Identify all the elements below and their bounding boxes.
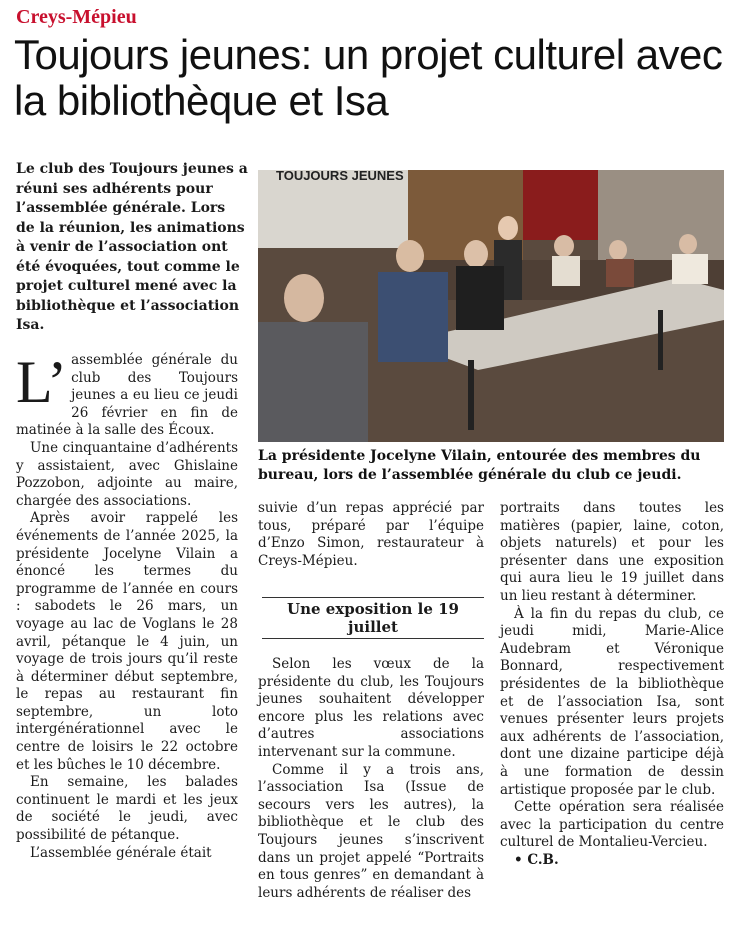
dropcap: L’ bbox=[16, 349, 68, 415]
column-2-continued bbox=[258, 656, 484, 902]
paragraph: Selon les vœux de la présidente du club, les Toujours jeunes souhaitent développer encore plus les relations avec d’autres associations intervenant sur la commune. bbox=[258, 656, 484, 760]
column-3 bbox=[500, 500, 724, 869]
photo-caption: La présidente Jocelyne Vilain, entourée des membres du bureau, lors de l’assemblée générale du club ce jeudi. bbox=[258, 448, 701, 483]
paragraph: Cette opération sera réalisée avec la participation du centre culturel de Montalieu-Vercieu. bbox=[500, 799, 724, 851]
paragraph: Après avoir rappelé les événements de l’année 2025, la présidente Jocelyne Vilain a énoncé les termes du programme de l’année en cours : sabodets le 26 mars, un voyage au lac de Voglans le 28 avril, pétanque le 4 juin, un voyage de trois jours qu’il reste à déterminer début septembre, le repas au restaurant fin septembre, un loto intergénérationnel avec le centre de loisirs le 22 octobre et les bûches le 10 décembre. bbox=[16, 510, 238, 773]
paragraph: L’assemblée générale était bbox=[30, 844, 212, 861]
subhead: Une exposition le 19 juillet bbox=[262, 597, 484, 639]
paragraph: En semaine, les balades continuent le mardi et les jeux de société le jeudi, avec possibilité de pétanque. bbox=[16, 774, 238, 844]
paragraph bbox=[16, 349, 238, 440]
column-1 bbox=[16, 349, 238, 862]
kicker: Creys-Mépieu bbox=[16, 6, 137, 28]
lead-paragraph: Le club des Toujours jeunes a réuni ses adhérents pour l’assemblée générale. Lors de la réunion, les animations à venir de l’association ont été évoquées, tout comme le projet culturel mené avec la bibliothèque et l’association Isa. bbox=[16, 161, 248, 333]
photo bbox=[258, 170, 724, 442]
paragraph: Une cinquantaine d’adhérents y assistaient, avec Ghislaine Pozzobon, adjointe au maire, chargée des associations. bbox=[16, 439, 238, 509]
paragraph-text: assemblée générale du club des Toujours jeunes a eu lieu ce jeudi 26 février en fin de matinée à la salle des Écoux. bbox=[16, 352, 238, 439]
screen-text: TOUJOURS JEUNES bbox=[276, 170, 404, 183]
meeting-photo-illustration bbox=[258, 170, 724, 442]
paragraph: suivie d’un repas apprécié par tous, préparé par l’équipe d’Enzo Simon, restaurateur à Creys-Mépieu. bbox=[258, 500, 484, 569]
headline: Toujours jeunes: un projet culturel avec la bibliothèque et Isa bbox=[14, 31, 723, 124]
column-2 bbox=[258, 500, 484, 570]
paragraph: Comme il y a trois ans, l’association Isa (Issue de secours vers les autres), la bibliothèque et le club des Toujours jeunes s’inscrivent dans un projet appelé “Portraits en tous genres” en demandant à leurs adhérents de réaliser des bbox=[258, 761, 484, 901]
signature: • C.B. bbox=[514, 851, 559, 868]
paragraph: À la fin du repas du club, ce jeudi midi, Marie-Alice Audebram et Véronique Bonnard, respectivement présidentes de la bibliothèque et de l’association Isa, sont venues présenter leurs projets aux adhérents de l’association, dont une dizaine participe déjà à une formation de dessin artistique proposée par le club. bbox=[500, 605, 724, 798]
paragraph: portraits dans toutes les matières (papier, laine, coton, objets naturels) et pour les présenter dans une exposition qui aura lieu le 19 juillet dans un lieu restant à déterminer. bbox=[500, 500, 724, 604]
